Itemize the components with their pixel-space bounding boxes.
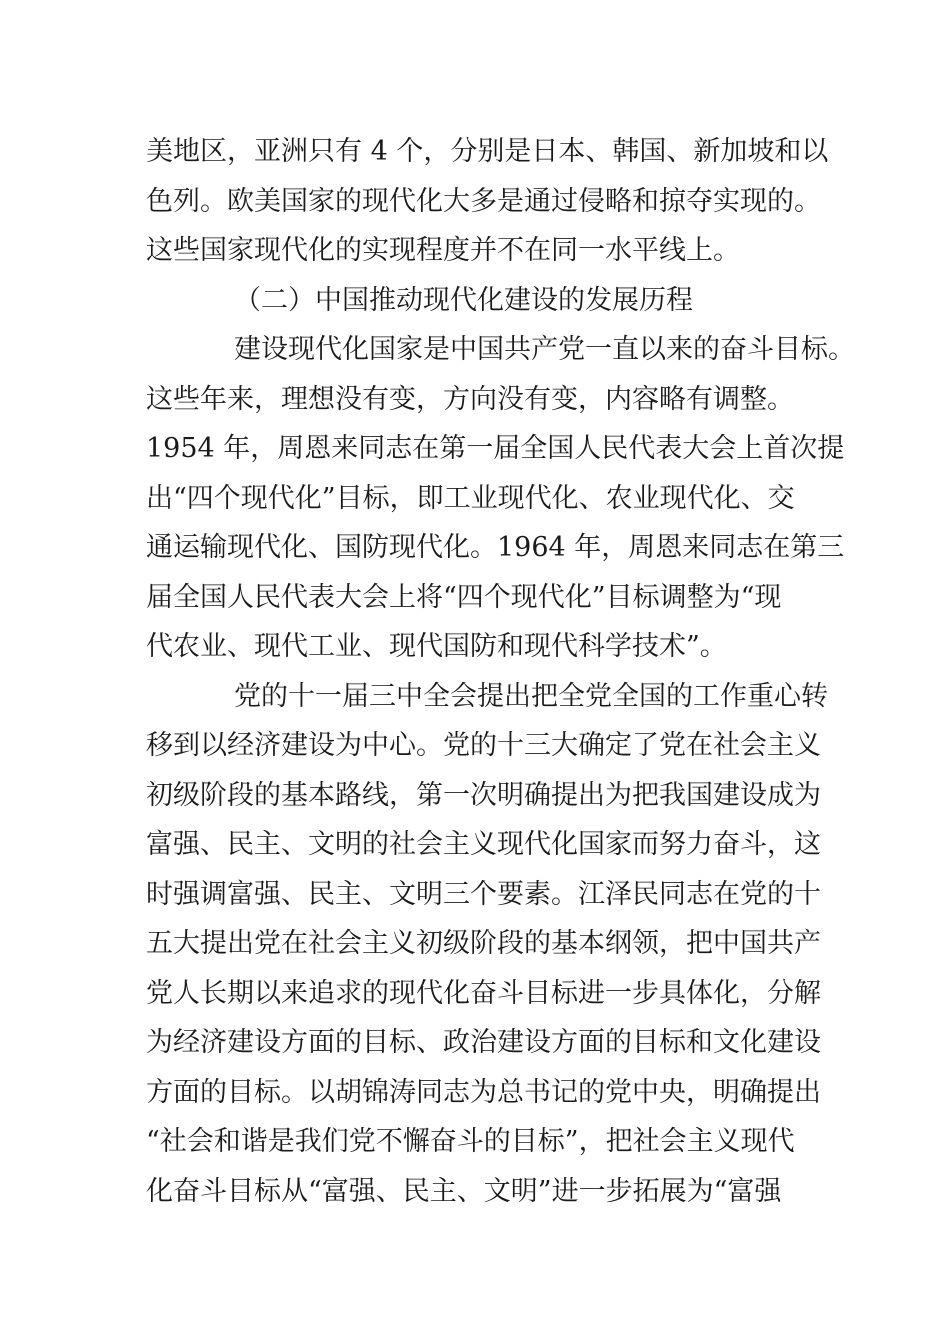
text-line: 时强调富强、民主、文明三个要素。江泽民同志在党的十 [146,878,821,910]
text-line: 这些国家现代化的实现程度并不在同一水平线上。 [146,235,740,266]
text-line: “社会和谐是我们党不懈奋斗的目标”，把社会主义现代 [146,1126,795,1157]
text-line: 初级阶段的基本路线，第一次明确提出为把我国建设成为 [146,779,821,811]
text-line: 富强、民主、文明的社会主义现代化国家而努力奋斗，这 [146,829,821,860]
text-line: 方面的目标。以胡锦涛同志为总书记的党中央，明确提出 [146,1076,821,1108]
text-line: 这些年来，理想没有变，方向没有变，内容略有调整。 [146,383,794,415]
text-line: 化奋斗目标从“富强、民主、文明”进一步拓展为“富强 [146,1175,782,1207]
text-line: 为经济建设方面的目标、政治建设方面的目标和文化建设 [146,1027,821,1058]
text-line: 通运输现代化、国防现代化。1964 年，周恩来同志在第三 [146,532,845,563]
text-line: 移到以经济建设为中心。党的十三大确定了党在社会主义 [146,730,821,761]
text-line: 1954 年，周恩来同志在第一届全国人民代表大会上首次提 [146,433,845,464]
text-line: 代农业、现代工业、现代国防和现代科学技术”。 [146,631,727,662]
text-line: 党人长期以来追求的现代化奋斗目标进一步具体化，分解 [146,977,821,1009]
text-line: 色列。欧美国家的现代化大多是通过侵略和掠夺实现的。 [146,185,821,217]
body-text [146,127,855,1216]
text-line: 出“四个现代化”目标，即工业现代化、农业现代化、交 [146,482,795,514]
paragraph-first-line: 建设现代化国家是中国共产党一直以来的奋斗目标。 [234,334,855,365]
text-line: 美地区，亚洲只有 4 个，分别是日本、韩国、新加坡和以 [146,136,829,167]
section-heading: （二）中国推动现代化建设的发展历程 [234,284,693,316]
text-line: 五大提出党在社会主义初级阶段的基本纲领，把中国共产 [146,928,821,959]
text-line: 届全国人民代表大会上将“四个现代化”目标调整为“现 [146,581,782,613]
paragraph-first-line: 党的十一届三中全会提出把全党全国的工作重心转 [234,680,828,712]
